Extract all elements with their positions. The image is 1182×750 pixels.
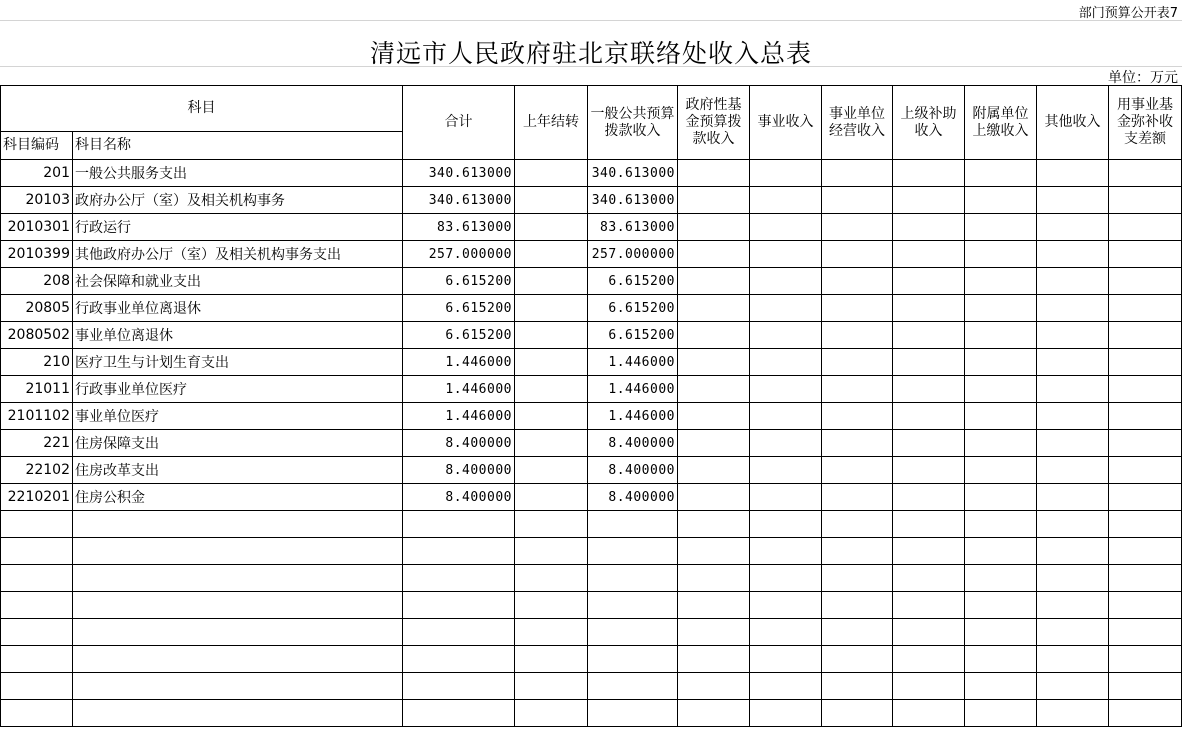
empty-cell xyxy=(1037,349,1109,376)
empty-cell xyxy=(1037,565,1109,592)
empty-cell xyxy=(822,376,893,403)
empty-cell xyxy=(965,268,1037,295)
subject-code-cell: 210 xyxy=(1,349,73,376)
empty-cell xyxy=(1037,322,1109,349)
empty-cell xyxy=(965,457,1037,484)
empty-cell xyxy=(893,241,965,268)
empty-cell xyxy=(1037,187,1109,214)
general-budget-cell: 340.613000 xyxy=(588,187,678,214)
subject-name-cell: 事业单位离退休 xyxy=(73,322,403,349)
empty-cell xyxy=(822,322,893,349)
carryover-cell xyxy=(515,187,588,214)
empty-cell xyxy=(822,511,893,538)
empty-cell xyxy=(1,700,73,727)
empty-cell xyxy=(1109,187,1182,214)
empty-cell xyxy=(965,160,1037,187)
total-cell: 1.446000 xyxy=(403,349,515,376)
empty-cell xyxy=(588,592,678,619)
empty-cell xyxy=(750,376,822,403)
header-general-budget: 一般公共预算拨款收入 xyxy=(588,86,678,160)
empty-cell xyxy=(893,538,965,565)
empty-cell xyxy=(1037,160,1109,187)
empty-cell xyxy=(1037,430,1109,457)
subject-code-cell: 22102 xyxy=(1,457,73,484)
empty-cell xyxy=(678,700,750,727)
empty-cell xyxy=(403,592,515,619)
empty-cell xyxy=(893,511,965,538)
empty-cell xyxy=(678,511,750,538)
empty-cell xyxy=(893,376,965,403)
income-summary-table xyxy=(0,85,1182,727)
empty-cell xyxy=(1109,268,1182,295)
empty-cell xyxy=(678,295,750,322)
empty-row xyxy=(1,538,1182,565)
empty-cell xyxy=(1,592,73,619)
empty-cell xyxy=(750,538,822,565)
header-subject: 科目 xyxy=(1,86,403,132)
empty-cell xyxy=(678,349,750,376)
empty-cell xyxy=(750,241,822,268)
empty-cell xyxy=(965,376,1037,403)
subject-code-cell: 2010399 xyxy=(1,241,73,268)
empty-cell xyxy=(965,241,1037,268)
empty-cell xyxy=(1109,295,1182,322)
subject-code-cell: 2101102 xyxy=(1,403,73,430)
carryover-cell xyxy=(515,214,588,241)
empty-cell xyxy=(750,484,822,511)
empty-cell xyxy=(1109,241,1182,268)
gridline xyxy=(0,20,1182,21)
empty-cell xyxy=(1109,619,1182,646)
empty-cell xyxy=(1109,160,1182,187)
empty-cell xyxy=(893,700,965,727)
total-cell: 6.615200 xyxy=(403,295,515,322)
empty-cell xyxy=(822,457,893,484)
empty-cell xyxy=(750,457,822,484)
empty-cell xyxy=(965,619,1037,646)
empty-cell xyxy=(893,295,965,322)
empty-cell xyxy=(588,619,678,646)
empty-cell xyxy=(588,565,678,592)
empty-cell xyxy=(893,268,965,295)
empty-cell xyxy=(822,241,893,268)
subject-code-cell: 2210201 xyxy=(1,484,73,511)
subject-name-cell: 行政运行 xyxy=(73,214,403,241)
empty-cell xyxy=(588,511,678,538)
empty-cell xyxy=(678,619,750,646)
table-row xyxy=(1,187,1182,214)
empty-cell xyxy=(1037,241,1109,268)
header-operating-income: 事业单位经营收入 xyxy=(822,86,893,160)
empty-cell xyxy=(403,673,515,700)
empty-cell xyxy=(678,565,750,592)
empty-cell xyxy=(893,187,965,214)
empty-row xyxy=(1,619,1182,646)
empty-cell xyxy=(965,565,1037,592)
subject-code-cell: 20103 xyxy=(1,187,73,214)
empty-cell xyxy=(750,403,822,430)
empty-cell xyxy=(678,538,750,565)
empty-cell xyxy=(750,592,822,619)
general-budget-cell: 6.615200 xyxy=(588,268,678,295)
empty-cell xyxy=(1109,511,1182,538)
empty-cell xyxy=(678,646,750,673)
header-other-income: 其他收入 xyxy=(1037,86,1109,160)
empty-cell xyxy=(893,457,965,484)
empty-cell xyxy=(403,565,515,592)
empty-cell xyxy=(750,349,822,376)
table-row xyxy=(1,403,1182,430)
empty-cell xyxy=(1109,376,1182,403)
subject-name-cell: 一般公共服务支出 xyxy=(73,160,403,187)
empty-cell xyxy=(1037,295,1109,322)
subject-name-cell: 其他政府办公厅（室）及相关机构事务支出 xyxy=(73,241,403,268)
empty-cell xyxy=(588,700,678,727)
empty-cell xyxy=(1,511,73,538)
empty-cell xyxy=(403,700,515,727)
empty-cell xyxy=(750,619,822,646)
empty-cell xyxy=(1109,700,1182,727)
empty-cell xyxy=(403,646,515,673)
header-carryover: 上年结转 xyxy=(515,86,588,160)
empty-cell xyxy=(1109,592,1182,619)
total-cell: 340.613000 xyxy=(403,160,515,187)
total-cell: 8.400000 xyxy=(403,484,515,511)
total-cell: 8.400000 xyxy=(403,430,515,457)
carryover-cell xyxy=(515,241,588,268)
empty-cell xyxy=(1037,457,1109,484)
total-cell: 6.615200 xyxy=(403,268,515,295)
empty-cell xyxy=(73,565,403,592)
empty-cell xyxy=(1109,484,1182,511)
empty-cell xyxy=(588,646,678,673)
empty-cell xyxy=(893,403,965,430)
empty-cell xyxy=(678,457,750,484)
header-gov-fund: 政府性基金预算拨款收入 xyxy=(678,86,750,160)
table-row xyxy=(1,268,1182,295)
empty-cell xyxy=(1037,619,1109,646)
empty-cell xyxy=(750,700,822,727)
empty-cell xyxy=(822,214,893,241)
carryover-cell xyxy=(515,484,588,511)
subject-name-cell: 事业单位医疗 xyxy=(73,403,403,430)
empty-cell xyxy=(515,700,588,727)
empty-cell xyxy=(678,484,750,511)
empty-cell xyxy=(965,214,1037,241)
empty-cell xyxy=(750,268,822,295)
subject-code-cell: 2080502 xyxy=(1,322,73,349)
empty-cell xyxy=(965,295,1037,322)
empty-cell xyxy=(1,646,73,673)
empty-cell xyxy=(515,511,588,538)
empty-cell xyxy=(1109,457,1182,484)
empty-cell xyxy=(965,322,1037,349)
empty-cell xyxy=(588,673,678,700)
empty-cell xyxy=(515,646,588,673)
empty-row xyxy=(1,700,1182,727)
subject-name-cell: 社会保障和就业支出 xyxy=(73,268,403,295)
empty-cell xyxy=(750,160,822,187)
header-total: 合计 xyxy=(403,86,515,160)
table-row xyxy=(1,160,1182,187)
empty-cell xyxy=(893,646,965,673)
empty-cell xyxy=(1,538,73,565)
carryover-cell xyxy=(515,457,588,484)
empty-cell xyxy=(1109,349,1182,376)
empty-cell xyxy=(750,322,822,349)
empty-cell xyxy=(822,187,893,214)
empty-row xyxy=(1,646,1182,673)
table-row xyxy=(1,214,1182,241)
empty-cell xyxy=(965,673,1037,700)
empty-cell xyxy=(965,700,1037,727)
empty-cell xyxy=(678,241,750,268)
empty-cell xyxy=(965,430,1037,457)
total-cell: 83.613000 xyxy=(403,214,515,241)
empty-cell xyxy=(678,673,750,700)
subject-code-cell: 201 xyxy=(1,160,73,187)
empty-cell xyxy=(750,565,822,592)
table-row xyxy=(1,295,1182,322)
empty-cell xyxy=(515,565,588,592)
subject-code-cell: 208 xyxy=(1,268,73,295)
empty-cell xyxy=(750,214,822,241)
subject-name-cell: 住房公积金 xyxy=(73,484,403,511)
general-budget-cell: 257.000000 xyxy=(588,241,678,268)
carryover-cell xyxy=(515,349,588,376)
empty-cell xyxy=(403,538,515,565)
empty-cell xyxy=(678,214,750,241)
carryover-cell xyxy=(515,430,588,457)
subject-name-cell: 政府办公厅（室）及相关机构事务 xyxy=(73,187,403,214)
empty-cell xyxy=(73,511,403,538)
total-cell: 257.000000 xyxy=(403,241,515,268)
empty-cell xyxy=(822,430,893,457)
empty-cell xyxy=(678,268,750,295)
empty-cell xyxy=(1109,403,1182,430)
general-budget-cell: 6.615200 xyxy=(588,322,678,349)
empty-cell xyxy=(822,538,893,565)
header-superior-subsidy: 上级补助收入 xyxy=(893,86,965,160)
empty-cell xyxy=(1037,214,1109,241)
empty-cell xyxy=(822,565,893,592)
empty-cell xyxy=(822,268,893,295)
subject-code-cell: 2010301 xyxy=(1,214,73,241)
empty-cell xyxy=(893,349,965,376)
subject-name-cell: 行政事业单位医疗 xyxy=(73,376,403,403)
empty-cell xyxy=(1037,268,1109,295)
empty-cell xyxy=(73,673,403,700)
empty-cell xyxy=(678,187,750,214)
empty-cell xyxy=(893,322,965,349)
empty-cell xyxy=(515,592,588,619)
empty-cell xyxy=(822,646,893,673)
table-row xyxy=(1,457,1182,484)
table-row xyxy=(1,430,1182,457)
header-business-income: 事业收入 xyxy=(750,86,822,160)
empty-cell xyxy=(822,160,893,187)
page-title: 清远市人民政府驻北京联络处收入总表 xyxy=(369,39,812,68)
subject-name-cell: 住房保障支出 xyxy=(73,430,403,457)
empty-cell xyxy=(893,673,965,700)
empty-cell xyxy=(588,538,678,565)
empty-cell xyxy=(822,349,893,376)
empty-cell xyxy=(893,160,965,187)
empty-cell xyxy=(822,700,893,727)
empty-cell xyxy=(1,673,73,700)
empty-row xyxy=(1,592,1182,619)
subject-name-cell: 行政事业单位离退休 xyxy=(73,295,403,322)
empty-row xyxy=(1,511,1182,538)
empty-cell xyxy=(73,538,403,565)
empty-cell xyxy=(1037,673,1109,700)
empty-cell xyxy=(750,295,822,322)
empty-cell xyxy=(965,646,1037,673)
empty-cell xyxy=(678,322,750,349)
empty-cell xyxy=(678,430,750,457)
total-cell: 8.400000 xyxy=(403,457,515,484)
empty-cell xyxy=(965,187,1037,214)
empty-cell xyxy=(893,592,965,619)
empty-cell xyxy=(893,565,965,592)
total-cell: 340.613000 xyxy=(403,187,515,214)
empty-cell xyxy=(965,349,1037,376)
empty-cell xyxy=(1037,403,1109,430)
empty-cell xyxy=(73,646,403,673)
general-budget-cell: 6.615200 xyxy=(588,295,678,322)
empty-cell xyxy=(1037,646,1109,673)
subject-code-cell: 20805 xyxy=(1,295,73,322)
empty-cell xyxy=(965,511,1037,538)
empty-cell xyxy=(1109,538,1182,565)
general-budget-cell: 8.400000 xyxy=(588,484,678,511)
total-cell: 1.446000 xyxy=(403,403,515,430)
carryover-cell xyxy=(515,376,588,403)
empty-row xyxy=(1,673,1182,700)
header-code: 科目编码 xyxy=(1,132,73,160)
empty-cell xyxy=(678,160,750,187)
empty-cell xyxy=(1,619,73,646)
empty-cell xyxy=(893,214,965,241)
carryover-cell xyxy=(515,322,588,349)
header-fund-gap: 用事业基金弥补收支差额 xyxy=(1109,86,1182,160)
empty-cell xyxy=(73,700,403,727)
empty-cell xyxy=(1037,511,1109,538)
empty-cell xyxy=(965,592,1037,619)
empty-cell xyxy=(73,592,403,619)
empty-cell xyxy=(822,403,893,430)
subject-code-cell: 21011 xyxy=(1,376,73,403)
table-row xyxy=(1,349,1182,376)
empty-cell xyxy=(893,484,965,511)
general-budget-cell: 8.400000 xyxy=(588,430,678,457)
empty-cell xyxy=(893,430,965,457)
empty-cell xyxy=(1109,565,1182,592)
empty-cell xyxy=(1037,592,1109,619)
subject-code-cell: 221 xyxy=(1,430,73,457)
empty-cell xyxy=(822,592,893,619)
header-name: 科目名称 xyxy=(73,132,403,160)
general-budget-cell: 1.446000 xyxy=(588,376,678,403)
empty-row xyxy=(1,565,1182,592)
empty-cell xyxy=(403,511,515,538)
empty-cell xyxy=(403,619,515,646)
empty-cell xyxy=(515,619,588,646)
carryover-cell xyxy=(515,268,588,295)
empty-cell xyxy=(73,619,403,646)
general-budget-cell: 340.613000 xyxy=(588,160,678,187)
carryover-cell xyxy=(515,160,588,187)
empty-cell xyxy=(965,484,1037,511)
empty-cell xyxy=(515,538,588,565)
empty-cell xyxy=(678,403,750,430)
subject-name-cell: 医疗卫生与计划生育支出 xyxy=(73,349,403,376)
carryover-cell xyxy=(515,295,588,322)
header-affiliated-income: 附属单位上缴收入 xyxy=(965,86,1037,160)
empty-cell xyxy=(822,484,893,511)
table-row xyxy=(1,241,1182,268)
empty-cell xyxy=(965,538,1037,565)
carryover-cell xyxy=(515,403,588,430)
total-cell: 1.446000 xyxy=(403,376,515,403)
empty-cell xyxy=(1,565,73,592)
empty-cell xyxy=(822,673,893,700)
general-budget-cell: 83.613000 xyxy=(588,214,678,241)
table-row xyxy=(1,322,1182,349)
empty-cell xyxy=(750,511,822,538)
general-budget-cell: 1.446000 xyxy=(588,403,678,430)
empty-cell xyxy=(1037,484,1109,511)
table-body xyxy=(1,160,1182,727)
empty-cell xyxy=(678,592,750,619)
empty-cell xyxy=(893,619,965,646)
table-row xyxy=(1,484,1182,511)
unit-label: 单位：万元 xyxy=(1108,70,1178,86)
table-row xyxy=(1,376,1182,403)
empty-cell xyxy=(750,430,822,457)
empty-cell xyxy=(515,673,588,700)
empty-cell xyxy=(1109,214,1182,241)
empty-cell xyxy=(1037,376,1109,403)
empty-cell xyxy=(750,187,822,214)
empty-cell xyxy=(750,673,822,700)
empty-cell xyxy=(1109,322,1182,349)
empty-cell xyxy=(822,295,893,322)
empty-cell xyxy=(1037,538,1109,565)
empty-cell xyxy=(822,619,893,646)
empty-cell xyxy=(1109,673,1182,700)
empty-cell xyxy=(750,646,822,673)
general-budget-cell: 8.400000 xyxy=(588,457,678,484)
empty-cell xyxy=(1109,430,1182,457)
empty-cell xyxy=(965,403,1037,430)
empty-cell xyxy=(1109,646,1182,673)
total-cell: 6.615200 xyxy=(403,322,515,349)
empty-cell xyxy=(678,376,750,403)
table-number-label: 部门预算公开表7 xyxy=(1078,6,1178,21)
subject-name-cell: 住房改革支出 xyxy=(73,457,403,484)
general-budget-cell: 1.446000 xyxy=(588,349,678,376)
empty-cell xyxy=(1037,700,1109,727)
